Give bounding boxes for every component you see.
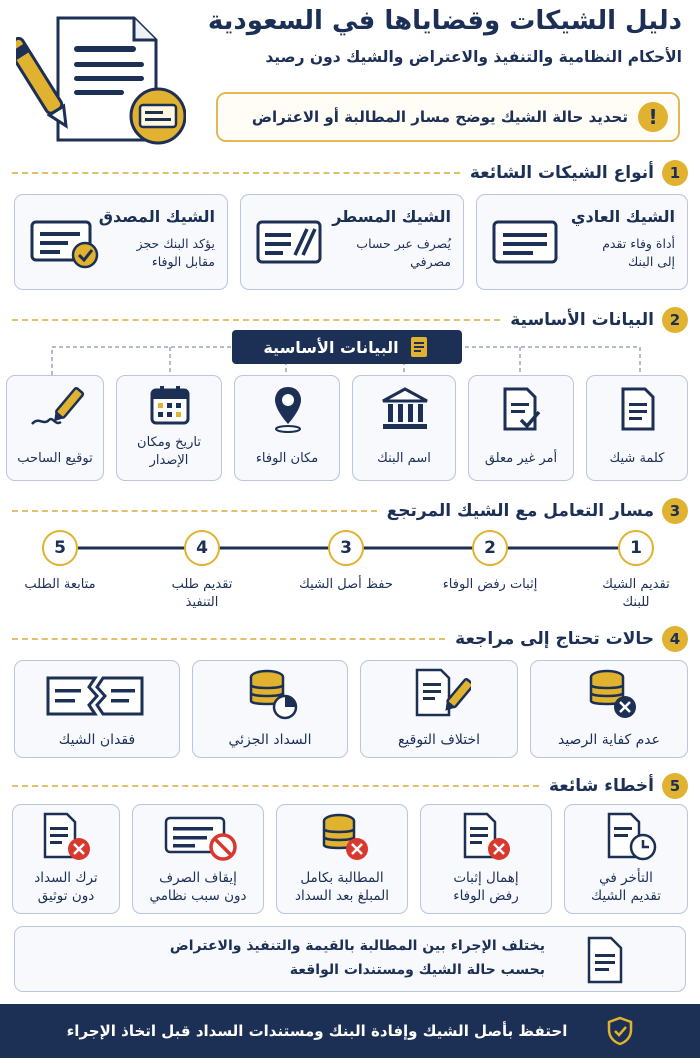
- card-desc-line1: يؤكد البنك حجز: [136, 236, 215, 251]
- mistake-line1: إهمال إثبات: [453, 870, 519, 886]
- check-type-card: [476, 194, 688, 290]
- mistake-line1: إيقاف الصرف: [159, 870, 237, 886]
- section-5-header: [12, 771, 688, 801]
- mistake-card: [564, 804, 688, 914]
- mistake-line1: التأخر في: [599, 870, 653, 886]
- step-label-line2: التنفيذ: [185, 595, 219, 610]
- location-pin-icon: [272, 384, 304, 434]
- section-title: أنواع الشيكات الشائعة: [469, 163, 654, 183]
- mistake-line2: تقديم الشيك: [590, 888, 662, 904]
- item-label: توقيع الساحب: [17, 451, 93, 466]
- card-desc-line2: مصرفي: [410, 254, 451, 269]
- mistake-card: [276, 804, 408, 914]
- document-pen-icon: [411, 667, 471, 721]
- divider: [12, 638, 445, 640]
- divider: [12, 172, 460, 174]
- document-icon: [619, 386, 657, 432]
- signature-pen-icon: [29, 386, 85, 432]
- basic-data-card: [116, 375, 222, 481]
- review-case-card: [360, 660, 518, 758]
- item-label-line2: الإصدار: [149, 453, 189, 468]
- basic-data-card: [586, 375, 688, 481]
- crossed-check-icon: [255, 219, 323, 265]
- mistake-card: [12, 804, 120, 914]
- document-x-icon: [41, 811, 93, 863]
- section-title: أخطاء شائعة: [548, 776, 654, 796]
- note-line1: يختلف الإجراء بين المطالبة بالقيمة والتنفيذ والاعتراض: [169, 938, 545, 954]
- card-title: الشيك العادي: [570, 207, 675, 226]
- mistake-line1: ترك السداد: [34, 870, 98, 886]
- mistake-line2: دون سبب نظامي: [149, 888, 247, 904]
- divider: [12, 510, 377, 512]
- step-label: متابعة الطلب: [24, 577, 96, 592]
- card-desc-line2: إلى البنك: [627, 254, 675, 269]
- exclamation-icon: !: [638, 102, 668, 132]
- section-title: البيانات الأساسية: [510, 310, 654, 330]
- footer-bar: [0, 1004, 700, 1058]
- item-label: اسم البنك: [377, 451, 431, 466]
- page-title: دليل الشيكات وقضاياها في السعودية: [207, 6, 682, 36]
- mistake-card: [420, 804, 552, 914]
- basic-data-banner: [232, 330, 462, 364]
- mistake-line1: المطالبة بكامل: [300, 870, 384, 886]
- certified-check-icon: [29, 219, 101, 269]
- check-type-card: [240, 194, 464, 290]
- torn-check-icon: [45, 675, 145, 717]
- check-icon: [491, 219, 559, 265]
- step-circle: 2: [472, 530, 508, 566]
- section-3-header: [12, 496, 688, 526]
- coins-x-icon: [315, 811, 371, 863]
- review-case-card: [192, 660, 348, 758]
- review-case-card: [14, 660, 180, 758]
- header-note-text: تحديد حالة الشيك يوضح مسار المطالبة أو الاعتراض: [251, 108, 628, 126]
- case-label: فقدان الشيك: [58, 732, 136, 748]
- check-type-card: [14, 194, 228, 290]
- review-case-card: [530, 660, 688, 758]
- step-circle: 3: [328, 530, 364, 566]
- header-note: [216, 92, 680, 142]
- step-label: إثبات رفض الوفاء: [442, 577, 538, 592]
- basic-data-card: [352, 375, 456, 481]
- shield-check-icon: [607, 1016, 633, 1046]
- divider: [12, 319, 500, 321]
- calendar-icon: [149, 384, 191, 426]
- card-title: الشيك المسطر: [332, 207, 451, 226]
- coins-x-icon: [581, 667, 641, 721]
- item-label: أمر غير معلق: [484, 451, 558, 466]
- document-clock-icon: [605, 811, 657, 863]
- section-number: 2: [662, 307, 688, 333]
- case-label: السداد الجزئي: [228, 732, 312, 748]
- step-circle: 4: [184, 530, 220, 566]
- section-1-header: [12, 158, 688, 188]
- page-subtitle: الأحكام النظامية والتنفيذ والاعتراض والشيك دون رصيد: [265, 48, 682, 66]
- section-number: 3: [662, 498, 688, 524]
- mistake-line2: دون توثيق: [37, 888, 95, 904]
- card-title: الشيك المصدق: [98, 207, 215, 226]
- document-pen-check-illustration: [16, 12, 186, 147]
- banner-text: البيانات الأساسية: [263, 337, 399, 357]
- card-desc-line1: أداة وفاء تقدم: [602, 236, 675, 251]
- card-desc-line1: يُصرف عبر حساب: [356, 236, 451, 251]
- document-list-icon: [407, 335, 431, 359]
- section-4-header: [12, 624, 688, 654]
- case-label: اختلاف التوقيع: [397, 732, 481, 748]
- basic-data-card: [234, 375, 340, 481]
- footer-text: احتفظ بأصل الشيك وإفادة البنك ومستندات السداد قبل اتخاذ الإجراء: [66, 1022, 568, 1040]
- approved-document-icon: [501, 386, 543, 432]
- step-label-line1: تقديم طلب: [171, 577, 233, 592]
- step-label: حفظ أصل الشيك: [299, 577, 393, 592]
- step-circle: 5: [42, 530, 78, 566]
- section-title: حالات تحتاج إلى مراجعة: [455, 629, 654, 649]
- basic-data-card: [6, 375, 104, 481]
- basic-data-card: [468, 375, 574, 481]
- step-label-line2: للبنك: [622, 595, 650, 610]
- check-stop-icon: [163, 815, 239, 863]
- mistake-card: [132, 804, 264, 914]
- bank-icon: [380, 386, 430, 432]
- mistake-line2: رفض الوفاء: [453, 888, 519, 904]
- coins-pie-icon: [241, 667, 301, 721]
- card-desc-line2: مقابل الوفاء: [151, 254, 215, 269]
- procedure-note: [14, 926, 686, 992]
- step-circle: 1: [618, 530, 654, 566]
- document-x-icon: [461, 811, 513, 863]
- section-number: 1: [662, 160, 688, 186]
- item-label: كلمة شيك: [609, 451, 665, 466]
- mistake-line2: المبلغ بعد السداد: [294, 888, 390, 904]
- case-label: عدم كفاية الرصيد: [557, 732, 661, 748]
- section-title: مسار التعامل مع الشيك المرتجع: [386, 501, 654, 521]
- document-icon: [585, 935, 625, 985]
- section-number: 5: [662, 773, 688, 799]
- section-number: 4: [662, 626, 688, 652]
- item-label-line1: تاريخ ومكان: [137, 435, 201, 450]
- item-label: مكان الوفاء: [255, 451, 319, 466]
- note-line2: بحسب حالة الشيك ومستندات الواقعة: [289, 962, 545, 978]
- divider: [12, 785, 539, 787]
- step-label-line1: تقديم الشيك: [602, 577, 670, 592]
